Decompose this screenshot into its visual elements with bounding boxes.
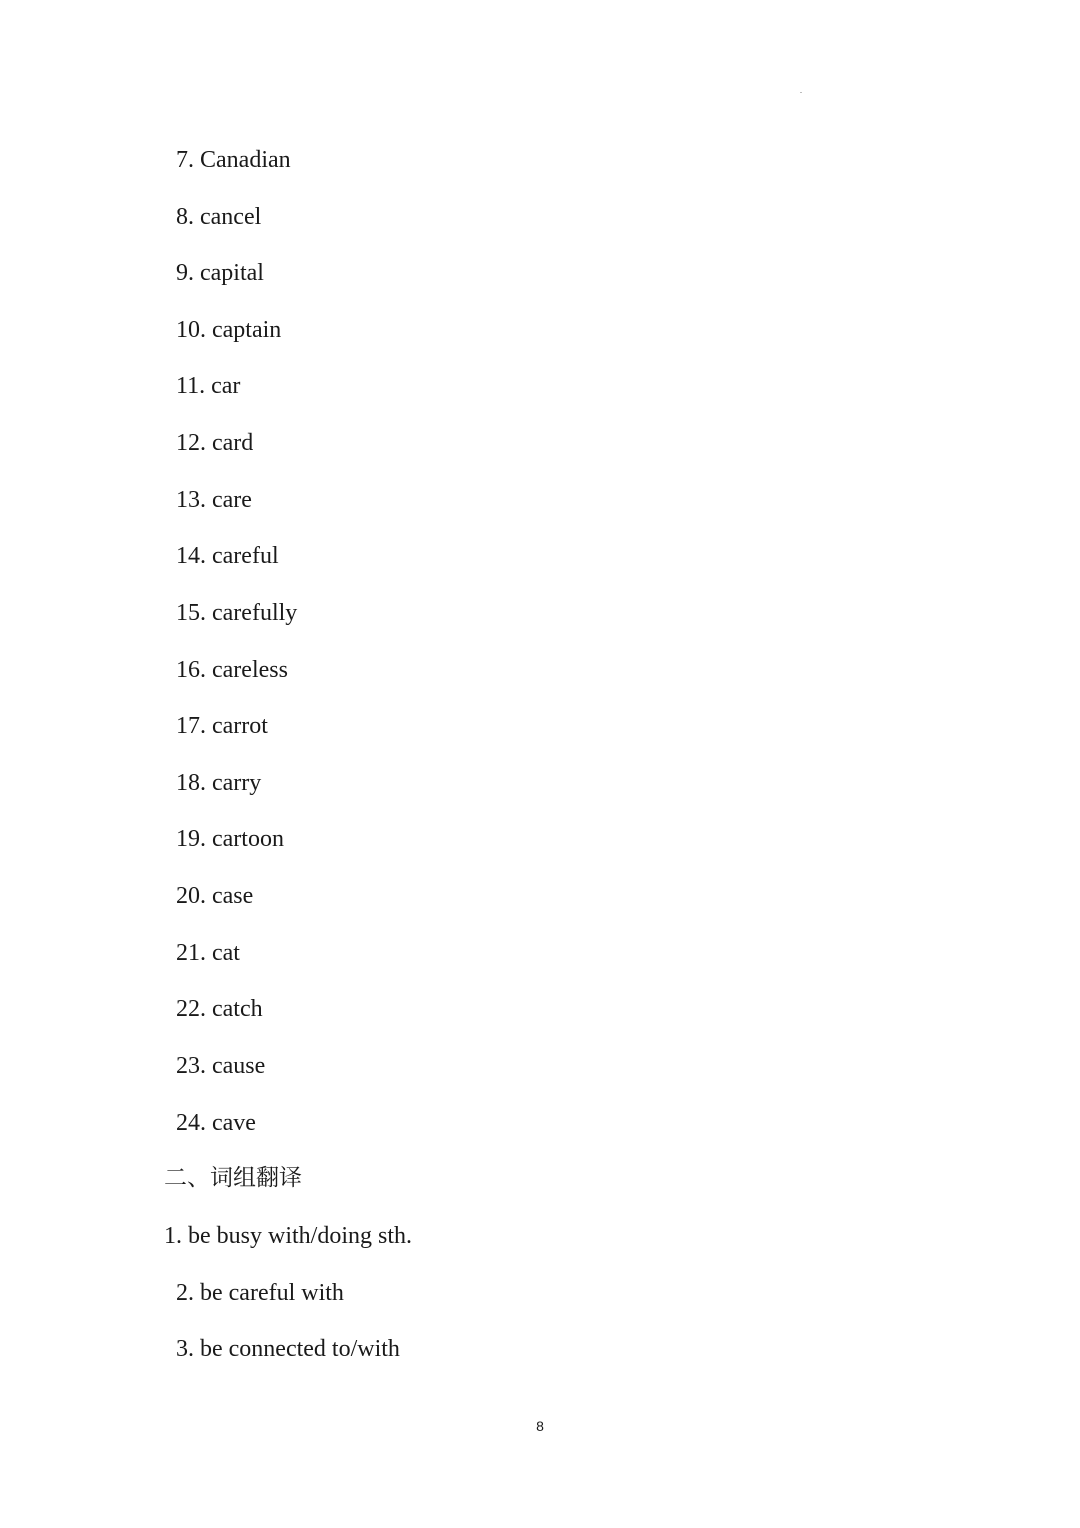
- vocab-item: 7. Canadian: [176, 147, 291, 173]
- vocab-item: 17. carrot: [176, 713, 268, 739]
- vocab-item: 9. capital: [176, 260, 264, 286]
- vocab-item: 23. cause: [176, 1053, 266, 1079]
- vocab-item: 21. cat: [176, 940, 240, 966]
- section-heading: 二、词组翻译: [164, 1165, 302, 1191]
- vocab-item: 22. catch: [176, 996, 263, 1022]
- scan-speck: [800, 92, 802, 93]
- phrase-item: 2. be careful with: [176, 1280, 344, 1306]
- vocab-item: 13. care: [176, 487, 252, 513]
- vocab-item: 11. car: [176, 373, 241, 399]
- vocab-item: 19. cartoon: [176, 826, 284, 852]
- vocab-item: 12. card: [176, 430, 254, 456]
- vocab-item: 14. careful: [176, 543, 279, 569]
- vocab-item: 18. carry: [176, 770, 262, 796]
- vocab-item: 15. carefully: [176, 600, 298, 626]
- vocab-item: 10. captain: [176, 317, 282, 343]
- vocab-item: 24. cave: [176, 1110, 256, 1136]
- vocab-item: 16. careless: [176, 657, 288, 683]
- vocab-item: 8. cancel: [176, 204, 262, 230]
- vocab-item: 20. case: [176, 883, 254, 909]
- phrase-item: 3. be connected to/with: [176, 1336, 400, 1362]
- page-number: 8: [536, 1418, 544, 1434]
- phrase-item: 1. be busy with/doing sth.: [164, 1223, 413, 1249]
